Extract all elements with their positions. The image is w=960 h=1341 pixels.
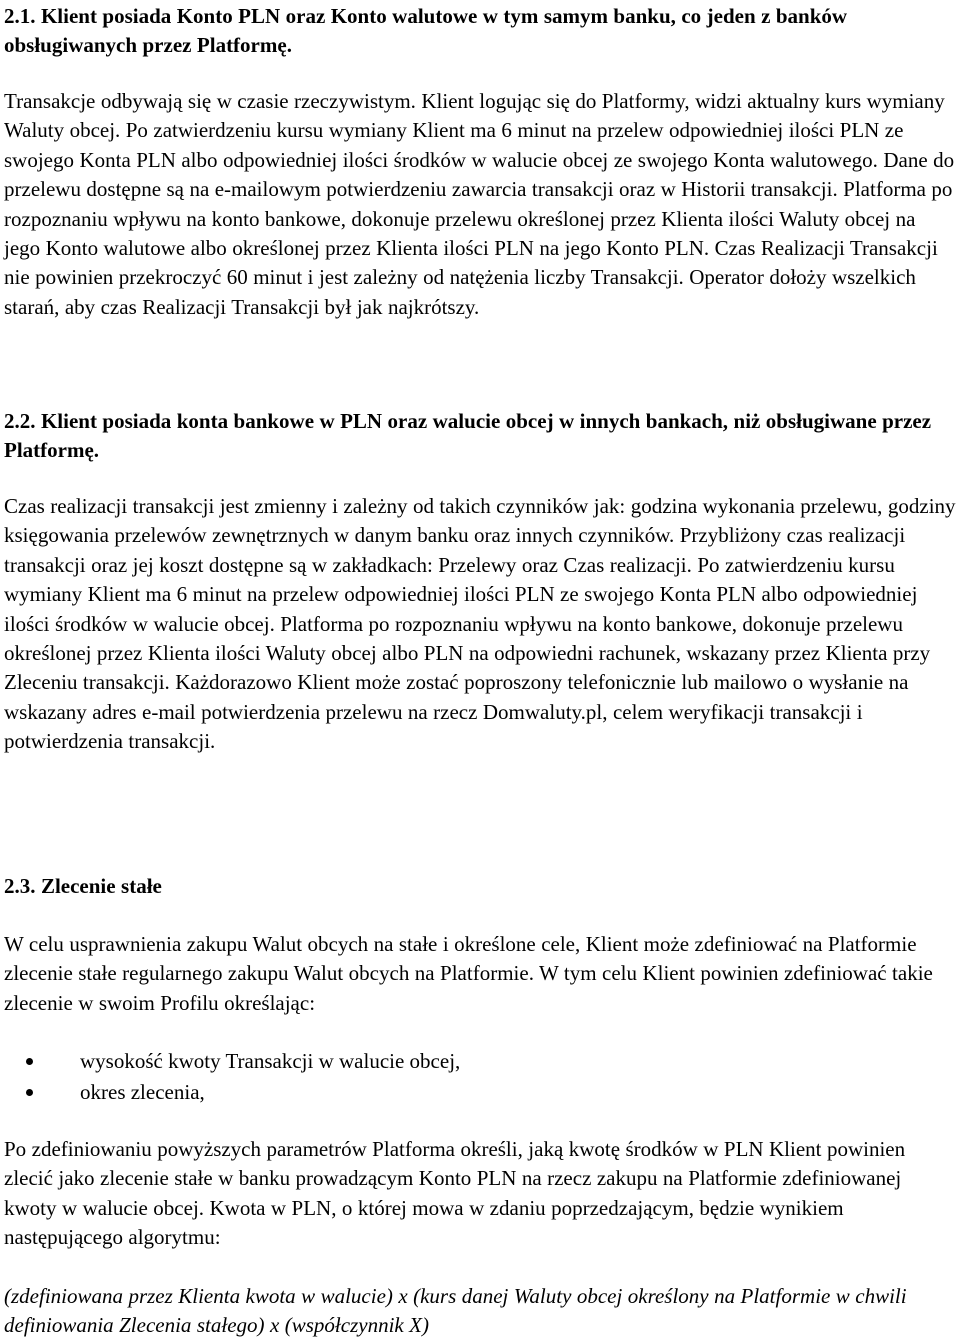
- section-2-2-heading: 2.2. Klient posiada konta bankowe w PLN oraz walucie obcej w innych bankach, niż obsługiwane przez Platformę.: [4, 409, 932, 463]
- section-2-3-intro: W celu usprawnienia zakupu Walut obcych na stałe i określone cele, Klient może zdefiniować na Platformie zlecenie stałe regularnego zakupu Walut obcych na Platformie. W tym celu Klient powinien zdefiniować takie zlecenie w swoim Profilu określając:: [4, 932, 933, 1015]
- section-2-1-body: Transakcje odbywają się w czasie rzeczywistym. Klient logując się do Platformy, widzi aktualny kurs wymiany Waluty obcej. Po zatwierdzeniu kursu wymiany Klient ma 6 minut na przelew odpowiedniej ilości PLN ze swojego Konta PLN albo odpowiedniej ilości środków w walucie obcej ze swojego Konta walutowego. Dane do przelewu dostępne są na e-mailowym potwierdzeniu zawarcia transakcji oraz w Historii transakcji. Platforma po rozpoznaniu wpływu na konto bankowe, dokonuje przelewu określonej przez Klienta ilości Waluty obcej na jego Konto walutowe albo określonej przez Klienta ilości PLN na jego Konto PLN. Czas Realizacji Transakcji nie powinien przekroczyć 60 minut i jest zależny od natężenia liczby Transakcji. Operator dołoży wszelkich starań, aby czas Realizacji Transakcji był jak najkrótszy.: [4, 89, 955, 319]
- amount-formula: (zdefiniowana przez Klienta kwota w walucie) x (kurs danej Waluty obcej określony na Platformie w chwili definiowania Zlecenia stałego) x (współczynnik X): [4, 1284, 907, 1338]
- list-item-text: okres zlecenia,: [80, 1080, 205, 1104]
- list-item-text: wysokość kwoty Transakcji w walucie obcej,: [80, 1049, 461, 1073]
- section-2-2-body: Czas realizacji transakcji jest zmienny i zależny od takich czynników jak: godzina wykonania przelewu, godziny księgowania przelewów zewnętrznych w danym banku oraz innych czynników. Przybliżony czas realizacji transakcji oraz jej koszt dostępne są w zakładkach: Przelewy oraz Czas realizacji. Po zatwierdzeniu kursu wymiany Klient ma 6 minut na przelew odpowiedniej ilości PLN ze swojego Konta PLN albo odpowiedniej ilości środków w walucie obcej. Platforma po rozpoznaniu wpływu na konto bankowe, dokonuje przelewu określonej przez Klienta ilości Waluty obcej albo PLN na odpowiedni rachunek, wskazany przez Klienta przy Zleceniu transakcji. Każdorazowo Klient może zostać poproszony telefonicznie lub mailowo o wysłanie na wskazany adres e-mail potwierdzenia przelewu na rzecz Domwaluty.pl, celem weryfikacji transakcji i potwierdzenia transakcji.: [4, 494, 956, 754]
- bullet-icon: [26, 1058, 33, 1065]
- list-item: [4, 1077, 956, 1108]
- section-2-3-heading: 2.3. Zlecenie stałe: [4, 874, 162, 898]
- parameter-list: [4, 1046, 956, 1108]
- section-2-3-tail: Po zdefiniowaniu powyższych parametrów Platforma określi, jaką kwotę środków w PLN Klient powinien zlecić jako zlecenie stałe w banku prowadzącym Konto PLN na rzecz zakupu na Platformie zdefiniowanej kwoty w walucie obcej. Kwota w PLN, o której mowa w zdaniu poprzedzającym, będzie wynikiem następującego algorytmu:: [4, 1137, 906, 1250]
- list-item: [4, 1046, 956, 1077]
- section-2-1-heading: 2.1. Klient posiada Konto PLN oraz Konto walutowe w tym samym banku, co jeden z banków obsługiwanych przez Platformę.: [4, 4, 848, 58]
- bullet-icon: [26, 1089, 33, 1096]
